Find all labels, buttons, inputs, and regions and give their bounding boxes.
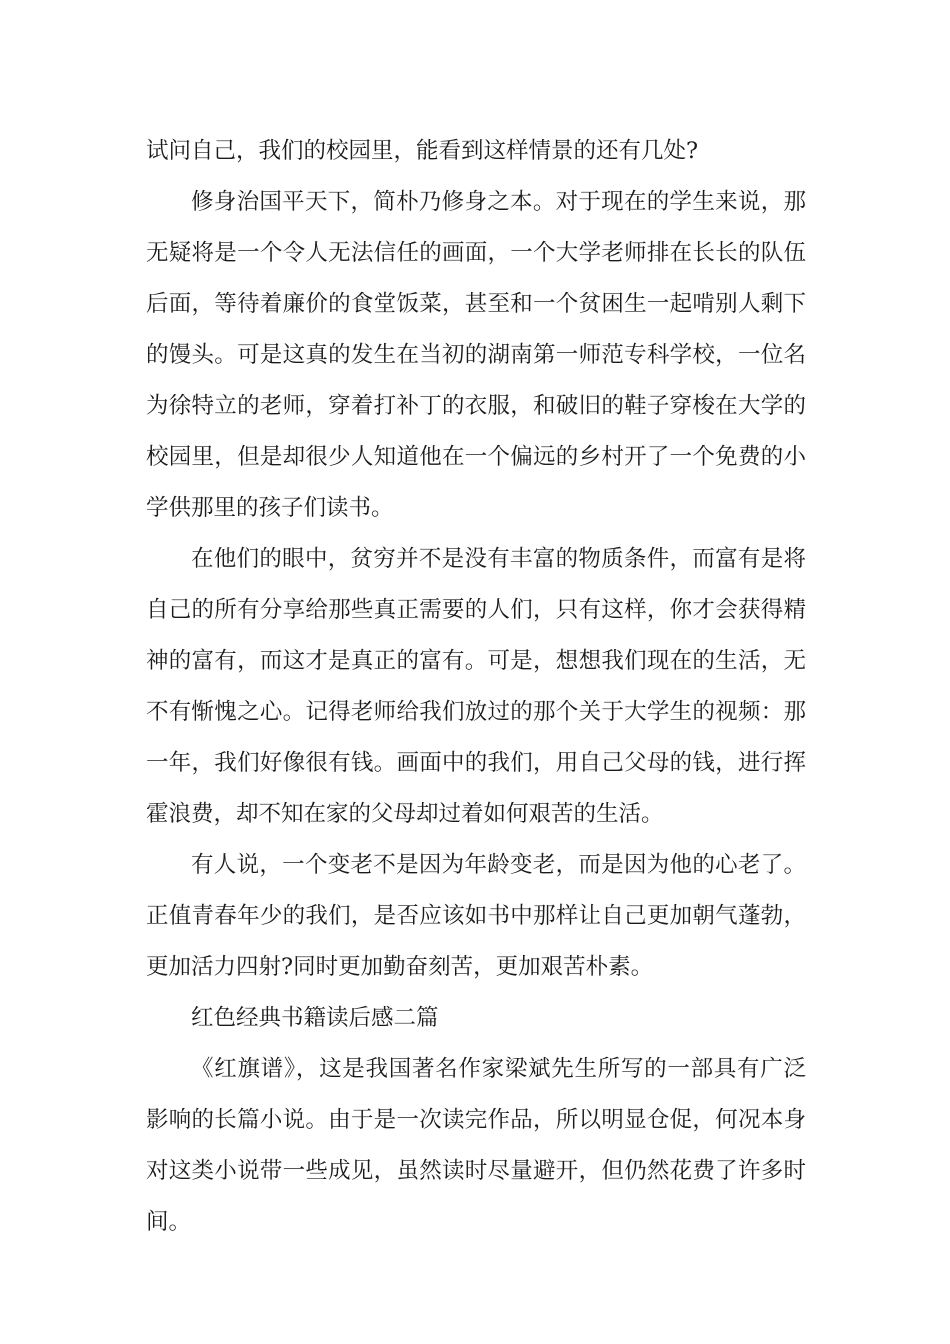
document-body: [146, 126, 806, 1248]
paragraph-2: 修身治国平天下，简朴乃修身之本。对于现在的学生来说，那无疑将是一个令人无法信任的画面，一个大学老师排在长长的队伍后面，等待着廉价的食堂饭菜，甚至和一个贫困生一起啃别人剩下的馒头。可是这真的发生在当初的湖南第一师范专科学校，一位名为徐特立的老师，穿着打补丁的衣服，和破旧的鞋子穿梭在大学的校园里，但是却很少人知道他在一个偏远的乡村开了一个免费的小学供那里的孩子们读书。: [146, 189, 806, 521]
paragraph-5: 《红旗谱》，这是我国著名作家梁斌先生所写的一部具有广泛影响的长篇小说。由于是一次读完作品，所以明显仓促，何况本身对这类小说带一些成见，虽然读时尽量避开，但仍然花费了许多时间。: [146, 1056, 806, 1235]
paragraph-3: 在他们的眼中，贫穷并不是没有丰富的物质条件，而富有是将自己的所有分享给那些真正需要的人们，只有这样，你才会获得精神的富有，而这才是真正的富有。可是，想想我们现在的生活，无不有惭愧之心。记得老师给我们放过的那个关于大学生的视频：那一年，我们好像很有钱。画面中的我们，用自己父母的钱，进行挥霍浪费，却不知在家的父母却过着如何艰苦的生活。: [146, 546, 806, 827]
paragraph-4: 有人说，一个变老不是因为年龄变老，而是因为他的心老了。正值青春年少的我们，是否应该如书中那样让自己更加朝气蓬勃，更加活力四射?同时更加勤奋刻苦，更加艰苦朴素。: [146, 852, 806, 980]
section-heading: 红色经典书籍读后感二篇: [191, 1005, 439, 1031]
paragraph-1: 试问自己，我们的校园里，能看到这样情景的还有几处?: [146, 138, 699, 164]
